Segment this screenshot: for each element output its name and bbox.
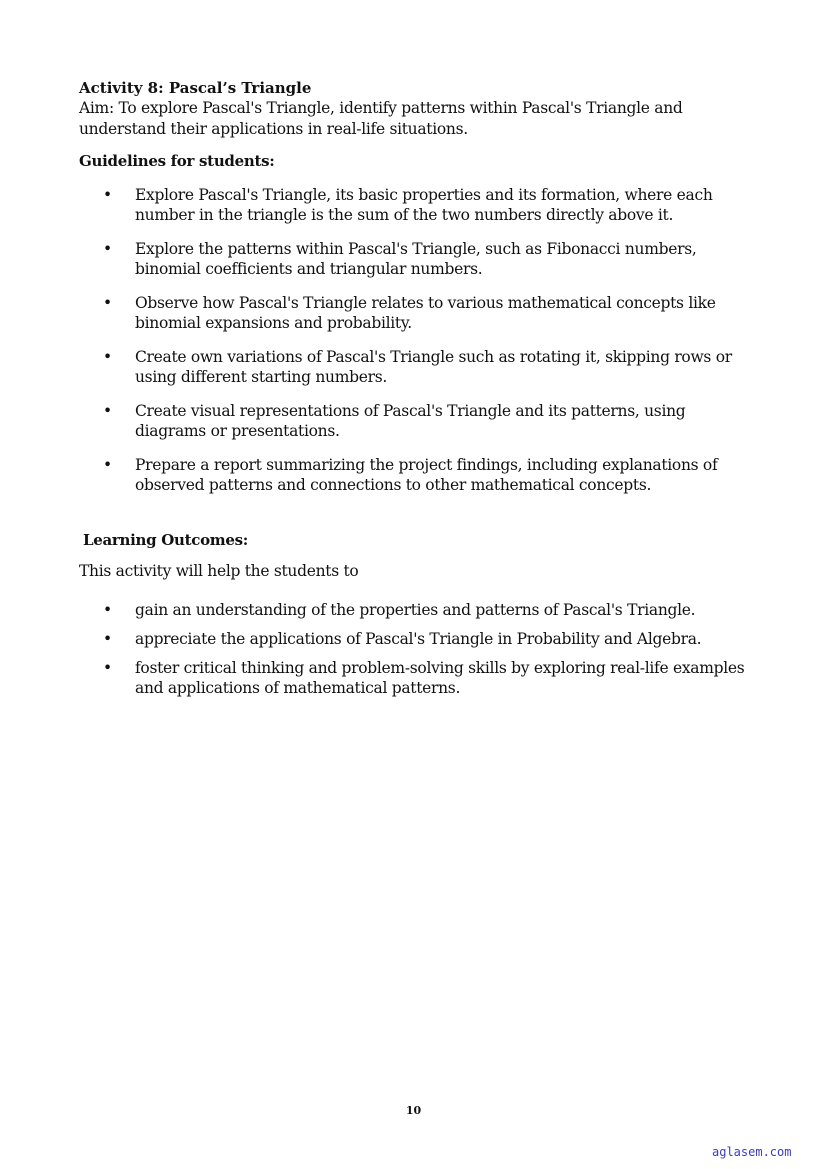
list-item xyxy=(79,600,749,620)
bullet: • xyxy=(103,630,112,648)
bullet: • xyxy=(103,456,112,474)
outcomes-list xyxy=(79,600,749,698)
bullet: • xyxy=(103,186,112,204)
list-item xyxy=(79,347,749,387)
bullet: • xyxy=(103,348,112,366)
bullet: • xyxy=(103,659,112,677)
list-item xyxy=(79,293,749,333)
bullet: • xyxy=(103,601,112,619)
guidelines-list xyxy=(79,185,749,495)
outcomes-intro: This activity will help the students to xyxy=(79,562,359,580)
list-item xyxy=(79,401,749,441)
list-item-text: Create visual representations of Pascal's Triangle and its patterns, using diagrams or presentations. xyxy=(135,402,686,440)
guidelines-heading: Guidelines for students: xyxy=(79,152,275,170)
list-item-text: Create own variations of Pascal's Triangle such as rotating it, skipping rows or using different starting numbers. xyxy=(135,348,732,386)
list-item xyxy=(79,239,749,279)
activity-title: Activity 8: Pascal’s Triangle xyxy=(79,79,312,97)
page-number: 10 xyxy=(405,1104,422,1117)
bullet: • xyxy=(103,402,112,420)
list-item-text: foster critical thinking and problem-solving skills by exploring real-life examples and applications of mathematical patterns. xyxy=(135,659,745,697)
aim-text: Aim: To explore Pascal's Triangle, identify patterns within Pascal's Triangle and understand their applications in real-life situations. xyxy=(79,99,683,138)
list-item-text: Prepare a report summarizing the project findings, including explanations of observed patterns and connections to other mathematical concepts. xyxy=(135,456,718,494)
list-item xyxy=(79,185,749,225)
list-item-text: appreciate the applications of Pascal's Triangle in Probability and Algebra. xyxy=(135,630,702,648)
list-item-text: Explore the patterns within Pascal's Triangle, such as Fibonacci numbers, binomial coefficients and triangular numbers. xyxy=(135,240,697,278)
list-item-text: Observe how Pascal's Triangle relates to various mathematical concepts like binomial expansions and probability. xyxy=(135,294,716,332)
list-item-text: gain an understanding of the properties and patterns of Pascal's Triangle. xyxy=(135,601,696,619)
outcomes-heading: Learning Outcomes: xyxy=(83,531,248,549)
bullet: • xyxy=(103,240,112,258)
list-item xyxy=(79,455,749,495)
list-item xyxy=(79,658,749,698)
bullet: • xyxy=(103,294,112,312)
list-item xyxy=(79,629,749,649)
watermark-link[interactable]: aglasem.com xyxy=(712,1145,792,1159)
list-item-text: Explore Pascal's Triangle, its basic properties and its formation, where each number in the triangle is the sum of the two numbers directly above it. xyxy=(135,186,713,224)
